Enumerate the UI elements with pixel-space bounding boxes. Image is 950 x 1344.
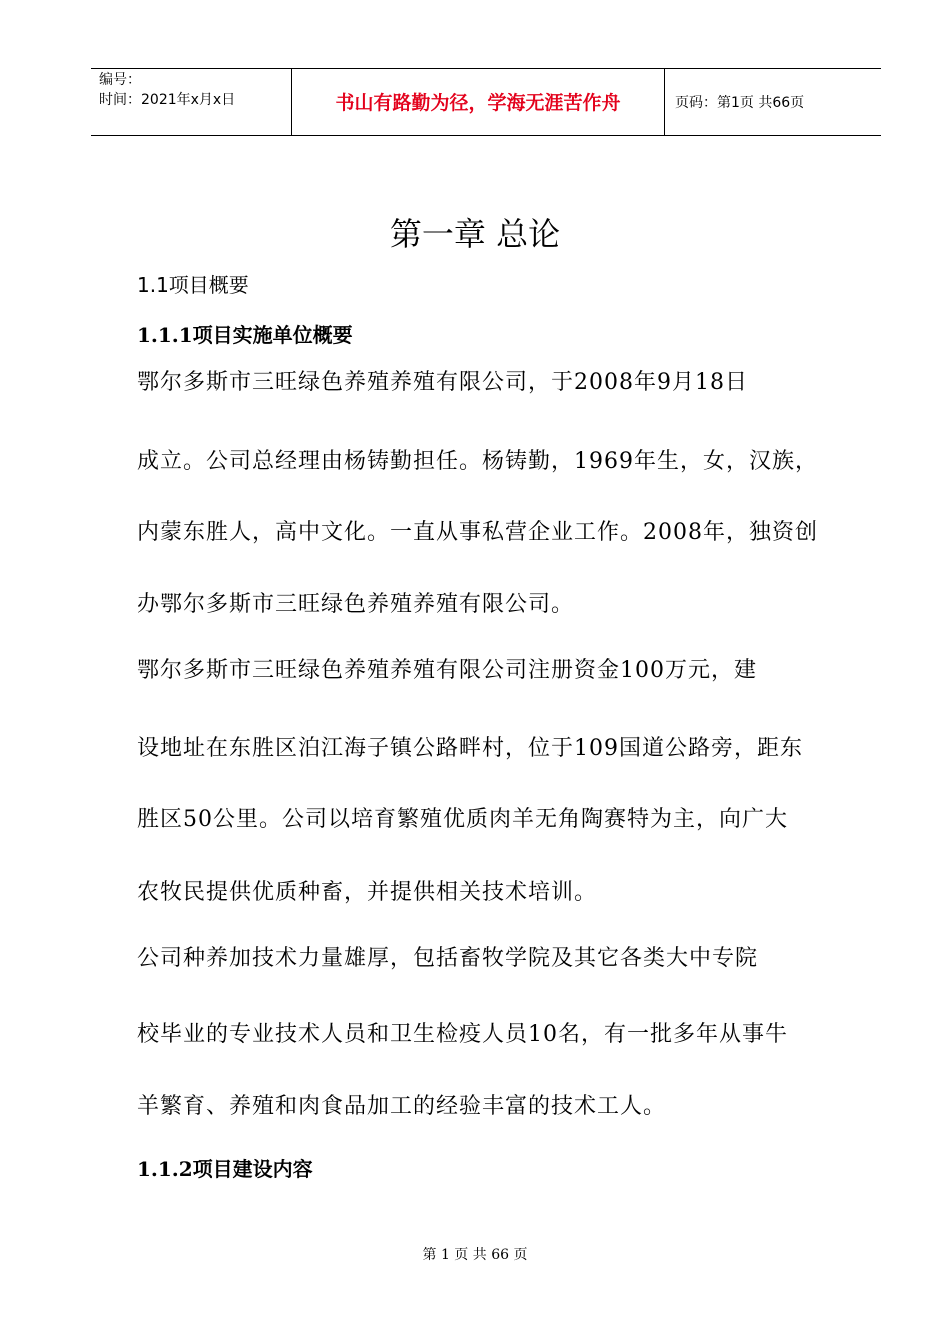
header-info-cell: [91, 69, 292, 135]
header-page-code: 页码：第1页 共66页: [675, 95, 805, 111]
chapter-title: 第一章 总论: [389, 215, 561, 253]
body-line: 成立。公司总经理由杨铸勤担任。杨铸勤，1969年生，女，汉族，: [137, 449, 818, 474]
body-line: 农牧民提供优质种畜，并提供相关技术培训。: [137, 880, 598, 905]
section-heading-1-1-1: 1.1.1项目实施单位概要: [137, 323, 353, 347]
body-line: 羊繁育、养殖和肉食品加工的经验丰富的技术工人。: [137, 1094, 667, 1119]
header-table: [91, 68, 881, 136]
body-line: 鄂尔多斯市三旺绿色养殖养殖有限公司，于2008年9月18日: [137, 370, 748, 395]
header-motto: 书山有路勤为径，学海无涯苦作舟: [335, 92, 621, 114]
body-line: 公司种养加技术力量雄厚，包括畜牧学院及其它各类大中专院: [137, 946, 759, 971]
body-line: 设地址在东胜区泊江海子镇公路畔村，位于109国道公路旁，距东: [137, 736, 803, 761]
section-heading-1-1-2: 1.1.2项目建设内容: [137, 1157, 313, 1181]
body-line: 校毕业的专业技术人员和卫生检疫人员10名，有一批多年从事牛: [137, 1022, 788, 1047]
body-line: 办鄂尔多斯市三旺绿色养殖养殖有限公司。: [137, 592, 575, 617]
body-line: 鄂尔多斯市三旺绿色养殖养殖有限公司注册资金100万元，建: [137, 658, 757, 683]
header-page-cell: [665, 69, 881, 135]
header-motto-cell: [292, 69, 665, 135]
section-heading-1-1: 1.1项目概要: [137, 273, 249, 297]
document-number-label: 编号：: [99, 72, 141, 88]
page-footer: 第 1 页 共 66 页: [422, 1247, 528, 1263]
body-line: 内蒙东胜人，高中文化。一直从事私营企业工作。2008年，独资创: [137, 520, 818, 545]
body-line: 胜区50公里。公司以培育繁殖优质肉羊无角陶赛特为主，向广大: [137, 807, 788, 832]
document-time-label: 时间：2021年x月x日: [99, 92, 236, 108]
